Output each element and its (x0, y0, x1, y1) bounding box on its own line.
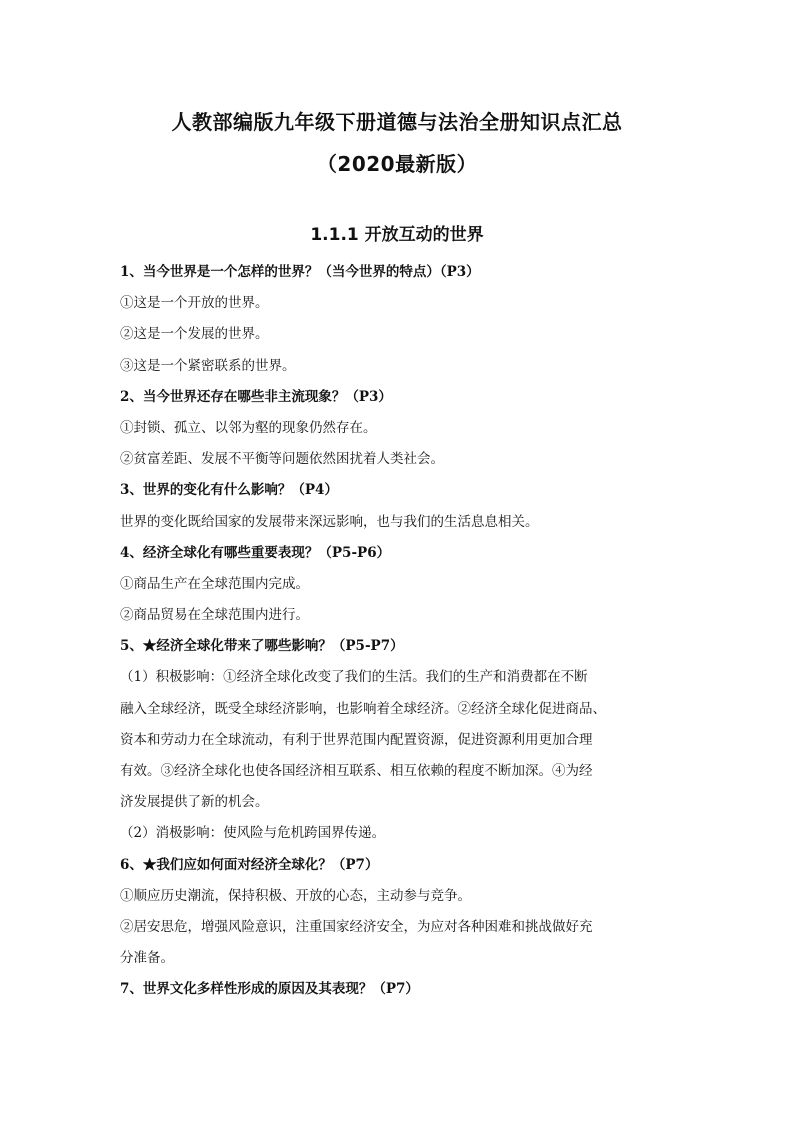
answer-line: ①顺应历史潮流，保持积极、开放的心态，主动参与竞争。 (120, 887, 471, 904)
answer-line: ②商品贸易在全球范围内进行。 (120, 607, 309, 624)
question-2: 2、当今世界还存在哪些非主流现象？（P3） (120, 388, 392, 405)
document-body (120, 257, 676, 1006)
question-7: 7、世界文化多样性形成的原因及其表现？（P7） (120, 981, 419, 998)
answer-line: （2）消极影响：使风险与危机跨国界传递。 (120, 825, 386, 842)
question-6: 6、★我们应如何面对经济全球化？（P7） (120, 856, 379, 873)
answer-line: ②这是一个发展的世界。 (120, 326, 269, 343)
question-4: 4、经济全球化有哪些重要表现？（P5-P6） (120, 544, 391, 561)
document-title: 人教部编版九年级下册道德与法治全册知识点汇总 (171, 110, 623, 134)
answer-line: 济发展提供了新的机会。 (120, 794, 269, 811)
question-1: 1、当今世界是一个怎样的世界？（当今世界的特点）（P3） (120, 264, 480, 280)
answer-line: ①封锁、孤立、以邻为壑的现象仍然存在。 (120, 419, 377, 436)
answer-line: 有效。③经济全球化也使各国经济相互联系、相互依赖的程度不断加深。④为经 (120, 763, 593, 779)
section-title: 1.1.1 开放互动的世界 (310, 225, 484, 245)
answer-line: ②贫富差距、发展不平衡等问题依然困扰着人类社会。 (120, 451, 444, 468)
answer-line: ①商品生产在全球范围内完成。 (120, 575, 309, 592)
answer-line: （1）积极影响：①经济全球化改变了我们的生活。我们的生产和消费都在不断 (120, 669, 588, 686)
question-3: 3、世界的变化有什么影响？（P4） (120, 482, 338, 499)
answer-line: 融入全球经济，既受全球经济影响，也影响着全球经济。②经济全球化促进商品、 (120, 700, 606, 717)
document-subtitle: （2020最新版） (316, 152, 478, 176)
answer-line: 资本和劳动力在全球流动，有利于世界范围内配置资源，促进资源利用更加合理 (120, 731, 593, 748)
answer-line: 世界的变化既给国家的发展带来深远影响，也与我们的生活息息相关。 (120, 513, 539, 530)
question-5: 5、★经济全球化带来了哪些影响？（P5-P7） (120, 638, 404, 655)
answer-line: ③这是一个紧密联系的世界。 (120, 357, 296, 374)
answer-line: ①这是一个开放的世界。 (120, 295, 269, 312)
answer-line: ②居安思危，增强风险意识，注重国家经济安全，为应对各种困难和挑战做好充 (120, 918, 593, 935)
answer-line: 分准备。 (120, 950, 174, 967)
